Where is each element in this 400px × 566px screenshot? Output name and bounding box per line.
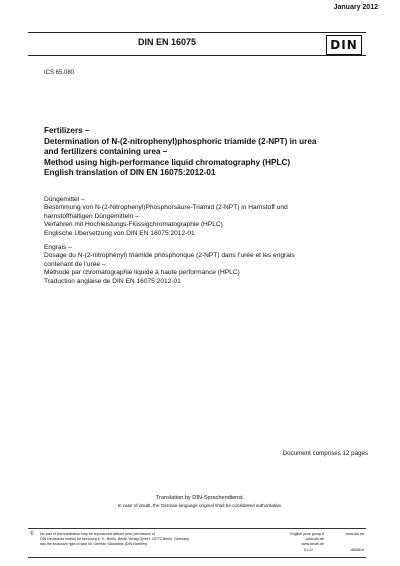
english-title [44, 126, 369, 179]
french-title-line: Méthode par chromatographie liquide à haute performance (HPLC) [44, 269, 240, 277]
title-line: English translation of DIN EN 16075:2012-01 [44, 168, 216, 177]
document-number: 1860819 [350, 548, 364, 552]
french-title-line: Dosage du N-(2-nitrophényl) triamide phosphorique (2-NPT) dans l’urée et les engrais [44, 252, 295, 260]
publication-date: January 2012 [333, 4, 378, 11]
document-codes [304, 548, 364, 553]
title-line: and fertilizers containing urea – [44, 147, 168, 156]
price-link-beuth: www.beuth.de [301, 542, 324, 546]
legal-line: No part of this translation may be reproduced without prior permission of [40, 532, 155, 536]
title-line: Determination of N-(2-nitrophenyl)phosphoric triamide (2-NPT) in urea [44, 136, 317, 146]
edition-code: 01.12 [304, 548, 313, 552]
german-title-line: Englische Übersetzung von DIN EN 16075:2012-01 [44, 229, 195, 237]
german-title-line: harnstoffhaltigen Düngemitteln – [44, 212, 139, 220]
german-title-line: Bestimmung von N-(2-Nitrophenyl)Phosphorsäure-Triamid (2-NPT) in Harnstoff und [44, 204, 288, 212]
title-line: Fertilizers – [44, 126, 90, 135]
legal-line: has the exclusive right of sale for German Standards (DIN-Normen). [40, 542, 149, 546]
german-title-line: Verfahren mit Hochleistungs-Flüssigchromatographie (HPLC) [44, 221, 223, 229]
price-group: English price group 8 [290, 532, 324, 536]
ics-code: ICS 65.080 [44, 70, 75, 76]
page-count: Document comprises 12 pages [282, 450, 368, 457]
title-line: Method using high-performance liquid chromatography (HPLC) [44, 157, 291, 167]
price-link-din: www.din.de [305, 537, 324, 541]
copyright-symbol: © [30, 531, 34, 537]
din-website: www.din.de [345, 532, 364, 536]
footer [28, 528, 366, 558]
authoritative-note: In case of doubt, the German-language original shall be considered authoritative. [117, 503, 283, 508]
translation-note [0, 494, 400, 510]
german-title-line: Düngemittel – [44, 196, 85, 203]
standard-header [28, 32, 366, 56]
price-info [276, 532, 324, 547]
legal-line: DIN Deutsches Institut für Normung e. V., Berlin. Beuth Verlag GmbH, 10772 Berlin, Germany, [40, 537, 190, 541]
french-title-line: contenant de l’urée – [44, 260, 106, 268]
french-title-line: Traduction anglaise de DIN EN 16075:2012-01 [44, 277, 181, 285]
german-title [44, 196, 369, 238]
french-title-line: Engrais – [44, 244, 72, 251]
standard-number: DIN EN 16075 [137, 37, 197, 47]
legal-notice [40, 532, 250, 547]
french-title [44, 244, 369, 286]
din-logo: DIN [326, 35, 362, 55]
translation-by: Translation by DIN-Sprachendienst. [155, 495, 245, 501]
